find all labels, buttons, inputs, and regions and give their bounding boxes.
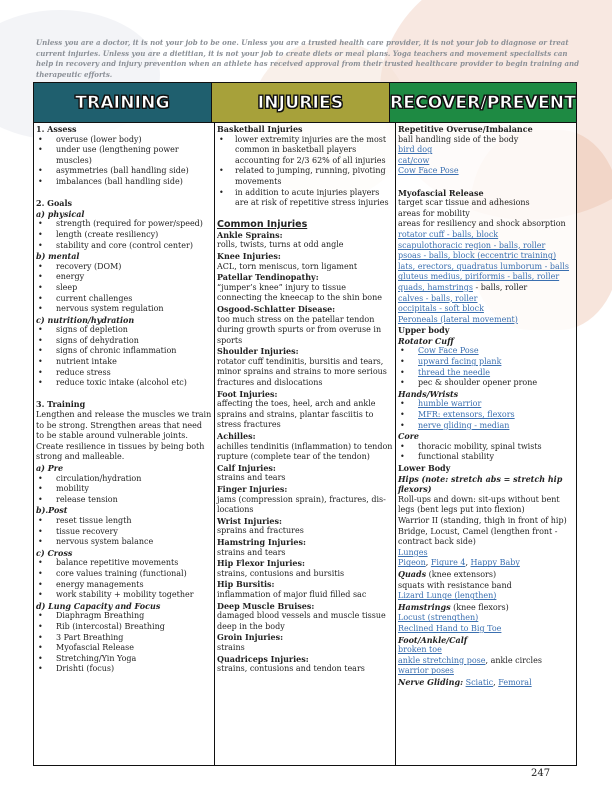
- header-recover-prevent: RECOVER/PREVENT: [390, 83, 576, 122]
- injury-desc: inflammation of major fluid filled sac: [217, 589, 367, 599]
- list-item: • tissue recovery: [36, 527, 212, 538]
- list-item: [398, 368, 574, 379]
- injury-name: Quadriceps Injuries:: [217, 653, 309, 664]
- list-item: • signs of chronic inflammation: [36, 346, 212, 357]
- injury-name: Hamstring Injuries:: [217, 536, 306, 547]
- common-injuries-title: Common Injuries: [217, 218, 308, 230]
- injury-name: Osgood-Schlatter Disease:: [217, 303, 336, 314]
- hips-title: Hips (note: stretch abs = stretch hip flexors): [398, 473, 563, 495]
- list-item: • circulation/hydration: [36, 474, 212, 485]
- link-cow-face-pose-2[interactable]: Cow Face Pose: [418, 346, 479, 356]
- list-item: • functional stability: [398, 452, 574, 463]
- injury-desc: strains, contusions and tendon tears: [217, 664, 365, 674]
- cross-title: c) Cross: [36, 547, 73, 558]
- link-calves[interactable]: calves - balls, roller: [398, 293, 478, 303]
- injury-name: Shoulder Injuries:: [217, 346, 299, 357]
- injury-name: Foot Injuries:: [217, 388, 278, 399]
- link-reclined-hand-toe[interactable]: Reclined Hand to Big Toe: [398, 623, 502, 633]
- list-item: • release tension: [36, 495, 212, 506]
- list-item: • Stretching/Yin Yoga: [36, 654, 212, 665]
- repetitive-text: ball handling side of the body: [398, 134, 519, 144]
- injury-name: Achilles:: [217, 431, 256, 442]
- injury-desc: strains, contusions and bursitis: [217, 568, 345, 578]
- quads-title: Quads: [398, 568, 427, 579]
- physical-title: a) physical: [36, 208, 85, 219]
- list-item: • work stability + mobility together: [36, 590, 212, 601]
- ankle-rest: , ankle circles: [485, 655, 542, 665]
- hands-wrists-title: Hands/Wrists: [398, 388, 459, 399]
- injury-desc: strains: [217, 642, 245, 652]
- list-item: • stability and core (control center): [36, 241, 212, 252]
- upper-body-title: Upper body: [398, 325, 450, 336]
- list-item: • nervous system regulation: [36, 304, 212, 315]
- list-item: • signs of dehydration: [36, 336, 212, 347]
- injury-name: Deep Muscle Bruises:: [217, 600, 315, 611]
- list-item: • current challenges: [36, 294, 212, 305]
- list-item: [398, 357, 574, 368]
- training-column: [34, 123, 215, 765]
- injury-name: Hip Bursitis:: [217, 579, 275, 590]
- myofascial-line: target scar tissue and adhesions: [398, 198, 530, 208]
- list-item: • recovery (DOM): [36, 262, 212, 273]
- link-peroneals[interactable]: Peroneals (lateral movement): [398, 314, 518, 324]
- link-broken-toe[interactable]: broken toe: [398, 645, 442, 655]
- link-figure-4[interactable]: Figure 4: [430, 558, 466, 568]
- training-injuries-table: [33, 82, 577, 766]
- quads-line: squats with resistance band: [398, 580, 512, 590]
- list-item: • overuse (lower body): [36, 135, 212, 146]
- list-item: • asymmetries (ball handling side): [36, 166, 212, 177]
- list-item: • reduce stress: [36, 368, 212, 379]
- nerve-gliding-title: Nerve Gliding:: [398, 676, 464, 687]
- link-happy-baby[interactable]: Happy Baby: [470, 558, 520, 568]
- link-cat-cow[interactable]: cat/cow: [398, 155, 430, 165]
- injuries-column: [215, 123, 396, 765]
- link-locust[interactable]: Locust (strengthen): [398, 613, 479, 623]
- list-item: • pec & shoulder opener prone: [398, 378, 574, 389]
- link-femoral[interactable]: Femoral: [498, 677, 532, 687]
- list-item: • Drishti (focus): [36, 664, 212, 675]
- injury-desc: achilles tendinitis (inflammation) to tendon rupture (complete tear of the tendon): [217, 441, 393, 462]
- link-warrior-poses[interactable]: warrior poses: [398, 666, 454, 676]
- link-nerve-gliding-median[interactable]: nerve gliding - median: [418, 420, 510, 430]
- list-item: • strength (required for power/speed): [36, 219, 212, 230]
- list-item: [398, 399, 574, 410]
- injury-desc: “jumper’s knee” injury to tissue connecting the kneecap to the shin bone: [217, 282, 382, 303]
- link-humble-warrior[interactable]: humble warrior: [418, 399, 482, 409]
- list-item: • nervous system balance: [36, 537, 212, 548]
- table-header: [34, 83, 576, 123]
- link-mfr-extensors[interactable]: MFR: extensors, flexors: [418, 410, 515, 420]
- list-item: • thoracic mobility, spinal twists: [398, 442, 574, 453]
- link-upward-plank[interactable]: upward facing plank: [418, 357, 502, 367]
- myofascial-line: areas for mobility: [398, 208, 470, 218]
- injury-name: Knee Injuries:: [217, 250, 281, 261]
- list-item: • Myofascial Release: [36, 643, 212, 654]
- list-item: • signs of depletion: [36, 325, 212, 336]
- list-item: • in addition to acute injuries players are at risk of repetitive stress injuries: [217, 188, 393, 209]
- header-training: TRAINING: [34, 83, 212, 122]
- myofascial-title: Myofascial Release: [398, 187, 484, 198]
- injury-name: Ankle Sprains:: [217, 229, 283, 240]
- injury-name: Finger Injuries:: [217, 484, 288, 494]
- injury-name: Calf Injuries:: [217, 462, 276, 473]
- link-lunges[interactable]: Lunges: [398, 547, 428, 557]
- quads-note: (knee extensors): [426, 569, 497, 579]
- link-lizard-lunge[interactable]: Lizard Lunge (lengthen): [398, 591, 497, 601]
- post-title: b).Post: [36, 505, 68, 516]
- link-rotator-cuff[interactable]: rotator cuff - balls, block: [398, 229, 499, 239]
- page-number: 247: [531, 768, 551, 779]
- repetitive-title: Repetitive Overuse/Imbalance: [398, 124, 533, 134]
- list-item: • sleep: [36, 283, 212, 294]
- injury-desc: strains and tears: [217, 473, 286, 483]
- list-item: • balance repetitive movements: [36, 558, 212, 569]
- nutrition-title: c) nutrition/hydration: [36, 314, 135, 325]
- list-item: • nutrient intake: [36, 357, 212, 368]
- link-scapulothoracic[interactable]: scapulothoracic region - balls, roller: [398, 240, 546, 250]
- link-pigeon[interactable]: Pigeon: [398, 558, 426, 568]
- foot-ankle-title: Foot/Ankle/Calf: [398, 634, 468, 645]
- list-item: [398, 410, 574, 421]
- list-item: • 3 Part Breathing: [36, 633, 212, 644]
- pre-title: a) Pre: [36, 463, 64, 473]
- list-item: • mobility: [36, 484, 212, 495]
- list-item: • lower extremity injuries are the most common in basketball players accounting for 2/3 62% of all injuries: [217, 135, 393, 167]
- injury-name: Hip Flexor Injuries:: [217, 558, 305, 569]
- injury-desc: jams (compression sprain), fractures, dis-locations: [217, 494, 386, 515]
- assess-title: 1. Assess: [36, 124, 77, 134]
- injury-desc: damaged blood vessels and muscle tissue deep in the body: [217, 611, 386, 631]
- lower-body-title: Lower Body: [398, 463, 451, 473]
- injury-desc: affecting the toes, heel, arch and ankle sprains and strains, plantar fasciitis to stress fractures: [217, 399, 376, 430]
- list-item: [398, 346, 574, 357]
- hips-line: Warrior II (standing, thigh in front of hip): [398, 515, 567, 525]
- hamstrings-note: (knee flexors): [450, 602, 509, 612]
- goals-title: 2. Goals: [36, 198, 73, 209]
- lung-title: d) Lung Capacity and Focus: [36, 600, 161, 611]
- injury-name: Patellar Tendinopathy:: [217, 272, 319, 283]
- link-gluteus[interactable]: gluteus medius, piriformis - balls, roller: [398, 272, 560, 282]
- list-item: • energy managements: [36, 580, 212, 591]
- basketball-injuries-title: Basketball Injuries: [217, 124, 303, 134]
- injury-desc: rolls, twists, turns at odd angle: [217, 240, 344, 250]
- link-ankle-stretching[interactable]: ankle stretching pose: [398, 655, 486, 665]
- list-item: [398, 421, 574, 432]
- list-item: • under use (lengthening power muscles): [36, 145, 212, 166]
- myofascial-line: areas for resiliency and shock absorption: [398, 219, 566, 229]
- header-injuries: INJURIES: [212, 83, 390, 122]
- list-item: • related to jumping, running, pivoting movements: [217, 166, 393, 187]
- injury-desc: sprains and fractures: [217, 526, 304, 536]
- list-item: • Rib (intercostal) Breathing: [36, 622, 212, 633]
- link-lats[interactable]: lats, erectors, quadratus lumborum - balls: [398, 261, 570, 271]
- hamstrings-title: Hamstrings: [398, 601, 451, 612]
- link-quads-hamstrings[interactable]: quads, hamstrings: [398, 282, 473, 292]
- link-psoas[interactable]: psoas - balls, block (eccentric training): [398, 251, 557, 261]
- hips-line: Roll-ups and down: sit-ups without bent legs (bent legs put into flexion): [398, 494, 560, 515]
- link-occipitals[interactable]: occipitals - soft block: [398, 304, 484, 314]
- list-item: • core values training (functional): [36, 569, 212, 580]
- injury-desc: too much stress on the patellar tendon during growth spurts or from overuse in sports: [217, 314, 382, 345]
- list-item: • Diaphragm Breathing: [36, 611, 212, 622]
- core-title: Core: [398, 431, 420, 442]
- injury-name: Wrist Injuries:: [217, 515, 282, 526]
- training-title: 3. Training: [36, 399, 86, 410]
- hips-line: Bridge, Locust, Camel (lengthen front - contract back side): [398, 526, 558, 547]
- training-text: Lengthen and release the muscles we train to be strong. Strengthen areas that need to be stable around vulnerable joints. Create resilience in tissues by being both strong and malleable.: [36, 410, 212, 462]
- rotator-cuff-title: Rotator Cuff: [398, 335, 454, 346]
- list-item: • imbalances (ball handling side): [36, 177, 212, 188]
- list-item: • energy: [36, 272, 212, 283]
- injury-desc: strains and tears: [217, 547, 286, 557]
- mental-title: b) mental: [36, 251, 80, 262]
- injury-desc: ACL, torn meniscus, torn ligament: [217, 261, 358, 271]
- disclaimer: Unless you are a doctor, it is not your job to be one. Unless you are a trusted health care provider, it is not your job to diagnose or treat current injuries. Unless you are a dietitian, it is not your job to create diets or meal plans. Yoga teachers and movement specialists can help in recovery and injury prevention when an athlete has received approval from their trusted healthcare provider to begin training and therapeutic efforts.: [36, 38, 579, 79]
- injury-name: Groin Injuries:: [217, 632, 284, 643]
- link-thread-needle[interactable]: thread the needle: [418, 367, 491, 377]
- list-item: • reset tissue length: [36, 516, 212, 527]
- quads-rest: - balls, roller: [472, 282, 528, 292]
- recover-column: Repetitive Overuse/Imbalance ball handling side of the body bird dog cat/cow Cow Face Pose Myofascial Release target scar tissue and adhesions areas for mobility areas for resiliency and shock absorption rotator cuff - balls, block scapulothoracic region - balls, roller psoas - balls, block (eccentric training) lats, erectors, quadratus lumborum - balls gluteus medius, piriformis - balls, roller quads, hamstrings - balls, roller calves - balls, roller occipitals - soft block Peroneals (lateral movement) Upper body Rotator Cuff • Cow Face Pose • upward facing plank • thread the needle • pec & shoulder opener prone Hands/Wrists • humble warrior • MFR: extensors, flexors • nerve gliding - median Core • thoracic mobility, spinal twists • functional stability Lower Body Hips (note: stretch abs = stretch hip flexors) Roll-ups and down: sit-ups without bent legs (bent legs put into flexion) Warrior II (standing, thigh in front of hip) Bridge, Locust, Camel (lengthen front - contract back side) Lunges Pigeon, Figure 4, Happy Baby Quads (knee extensors) squats with resistance band Lizard Lunge (lengthen) Hamstrings (knee flexors) Locust (strengthen) Reclined Hand to Big Toe Foot/Ankle/Calf broken toe ankle stretching pose, ankle circles warrior poses Nerve Gliding: Sciatic, Femoral: [396, 123, 576, 765]
- link-bird-dog[interactable]: bird dog: [398, 145, 433, 155]
- list-item: • length (create resiliency): [36, 230, 212, 241]
- list-item: • reduce toxic intake (alcohol etc): [36, 378, 212, 389]
- link-cow-face-pose[interactable]: Cow Face Pose: [398, 166, 459, 176]
- injury-desc: rotator cuff tendinitis, bursitis and tears, minor sprains and strains to more serious fractures and dislocations: [217, 356, 387, 388]
- link-sciatic[interactable]: Sciatic: [465, 677, 494, 687]
